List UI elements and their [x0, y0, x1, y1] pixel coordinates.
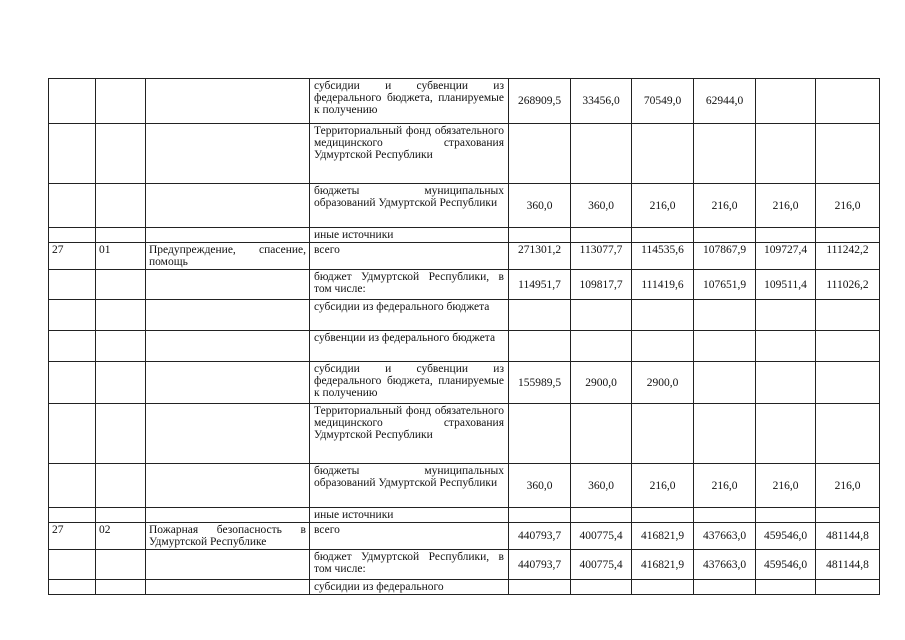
- subprogram-code-cell: [96, 79, 146, 124]
- funding-source-cell: субвенции из федерального бюджета: [310, 331, 509, 362]
- value-cell: [571, 404, 632, 464]
- value-cell: [816, 124, 880, 184]
- value-cell: 437663,0: [694, 523, 756, 550]
- value-cell: 113077,7: [571, 243, 632, 270]
- value-cell: [694, 362, 756, 404]
- subprogram-name-cell: [146, 508, 310, 523]
- value-cell: [632, 124, 694, 184]
- value-cell: [571, 331, 632, 362]
- value-cell: 360,0: [509, 464, 571, 508]
- value-cell: 440793,7: [509, 523, 571, 550]
- value-cell: 111419,6: [632, 270, 694, 300]
- table-body: [49, 79, 880, 595]
- value-cell: 70549,0: [632, 79, 694, 124]
- funding-source-cell: всего: [310, 523, 509, 550]
- value-cell: [756, 580, 816, 595]
- value-cell: [571, 580, 632, 595]
- program-code-cell: [49, 508, 96, 523]
- table-row: [49, 331, 880, 362]
- program-code-cell: [49, 580, 96, 595]
- value-cell: 416821,9: [632, 550, 694, 580]
- funding-source-cell: бюджеты муниципальных образований Удмуртской Республики: [310, 184, 509, 228]
- subprogram-code-cell: [96, 331, 146, 362]
- value-cell: [756, 124, 816, 184]
- value-cell: [694, 300, 756, 331]
- value-cell: [571, 124, 632, 184]
- subprogram-name-cell: [146, 79, 310, 124]
- value-cell: 360,0: [571, 464, 632, 508]
- value-cell: 114951,7: [509, 270, 571, 300]
- subprogram-name-cell: [146, 184, 310, 228]
- value-cell: 109511,4: [756, 270, 816, 300]
- value-cell: 216,0: [756, 184, 816, 228]
- value-cell: 109817,7: [571, 270, 632, 300]
- value-cell: 2900,0: [632, 362, 694, 404]
- program-code-cell: [49, 184, 96, 228]
- value-cell: [694, 228, 756, 243]
- value-cell: 416821,9: [632, 523, 694, 550]
- value-cell: 400775,4: [571, 550, 632, 580]
- subprogram-name-cell: [146, 362, 310, 404]
- value-cell: 216,0: [694, 184, 756, 228]
- program-code-cell: [49, 124, 96, 184]
- value-cell: [632, 508, 694, 523]
- table-row: [49, 508, 880, 523]
- value-cell: 360,0: [571, 184, 632, 228]
- financing-table: [48, 78, 880, 595]
- value-cell: [694, 580, 756, 595]
- value-cell: [632, 228, 694, 243]
- value-cell: 216,0: [632, 184, 694, 228]
- subprogram-code-cell: [96, 580, 146, 595]
- value-cell: 400775,4: [571, 523, 632, 550]
- funding-source-cell: субсидии из федерального бюджета: [310, 300, 509, 331]
- value-cell: [509, 508, 571, 523]
- subprogram-code-cell: [96, 270, 146, 300]
- value-cell: [756, 331, 816, 362]
- value-cell: [816, 508, 880, 523]
- value-cell: 216,0: [694, 464, 756, 508]
- value-cell: 481144,8: [816, 523, 880, 550]
- funding-source-cell: бюджеты муниципальных образований Удмуртской Республики: [310, 464, 509, 508]
- subprogram-name-cell: [146, 124, 310, 184]
- subprogram-name-cell: [146, 331, 310, 362]
- value-cell: 107867,9: [694, 243, 756, 270]
- subprogram-code-cell: [96, 300, 146, 331]
- value-cell: [816, 300, 880, 331]
- subprogram-name-cell: [146, 550, 310, 580]
- subprogram-code-cell: [96, 362, 146, 404]
- value-cell: 216,0: [816, 184, 880, 228]
- funding-source-cell: субсидии и субвенции из федерального бюджета, планируемые к получению: [310, 79, 509, 124]
- value-cell: 62944,0: [694, 79, 756, 124]
- value-cell: 111242,2: [816, 243, 880, 270]
- value-cell: 459546,0: [756, 550, 816, 580]
- value-cell: [509, 580, 571, 595]
- program-code-cell: 27: [49, 523, 96, 550]
- value-cell: [509, 228, 571, 243]
- subprogram-name-cell: [146, 580, 310, 595]
- value-cell: 360,0: [509, 184, 571, 228]
- value-cell: 481144,8: [816, 550, 880, 580]
- value-cell: [756, 300, 816, 331]
- funding-source-cell: иные источники: [310, 228, 509, 243]
- funding-source-cell: бюджет Удмуртской Республики, в том числе:: [310, 270, 509, 300]
- subprogram-code-cell: [96, 464, 146, 508]
- value-cell: [816, 228, 880, 243]
- value-cell: 216,0: [632, 464, 694, 508]
- table-row: [49, 523, 880, 550]
- funding-source-cell: субсидии и субвенции из федерального бюджета, планируемые к получению: [310, 362, 509, 404]
- program-code-cell: [49, 362, 96, 404]
- funding-source-cell: Территориальный фонд обязательного медицинского страхования Удмуртской Республики: [310, 404, 509, 464]
- funding-source-cell: субсидии из федерального: [310, 580, 509, 595]
- table-row: [49, 184, 880, 228]
- table-row: [49, 550, 880, 580]
- subprogram-name-cell: Пожарная безопасность в Удмуртской Республике: [146, 523, 310, 550]
- value-cell: [756, 404, 816, 464]
- value-cell: 459546,0: [756, 523, 816, 550]
- table-row: [49, 464, 880, 508]
- subprogram-code-cell: [96, 124, 146, 184]
- table-row: [49, 243, 880, 270]
- value-cell: 111026,2: [816, 270, 880, 300]
- value-cell: [509, 404, 571, 464]
- value-cell: 440793,7: [509, 550, 571, 580]
- value-cell: [632, 331, 694, 362]
- value-cell: 216,0: [756, 464, 816, 508]
- subprogram-code-cell: 02: [96, 523, 146, 550]
- funding-source-cell: всего: [310, 243, 509, 270]
- value-cell: [571, 300, 632, 331]
- program-code-cell: [49, 550, 96, 580]
- value-cell: 271301,2: [509, 243, 571, 270]
- subprogram-name-cell: [146, 300, 310, 331]
- value-cell: [816, 580, 880, 595]
- value-cell: [571, 228, 632, 243]
- value-cell: [756, 508, 816, 523]
- value-cell: 216,0: [816, 464, 880, 508]
- table-row: [49, 124, 880, 184]
- value-cell: [571, 508, 632, 523]
- program-code-cell: 27: [49, 243, 96, 270]
- value-cell: 107651,9: [694, 270, 756, 300]
- table-row: [49, 228, 880, 243]
- subprogram-code-cell: [96, 228, 146, 243]
- table-row: [49, 362, 880, 404]
- program-code-cell: [49, 79, 96, 124]
- value-cell: [694, 404, 756, 464]
- value-cell: 268909,5: [509, 79, 571, 124]
- table-row: [49, 79, 880, 124]
- value-cell: [509, 300, 571, 331]
- subprogram-name-cell: [146, 464, 310, 508]
- table-row: [49, 300, 880, 331]
- value-cell: 114535,6: [632, 243, 694, 270]
- value-cell: [816, 404, 880, 464]
- value-cell: [694, 124, 756, 184]
- table-row: [49, 580, 880, 595]
- subprogram-code-cell: [96, 508, 146, 523]
- value-cell: [632, 404, 694, 464]
- value-cell: 2900,0: [571, 362, 632, 404]
- funding-source-cell: бюджет Удмуртской Республики, в том числе:: [310, 550, 509, 580]
- value-cell: [509, 124, 571, 184]
- value-cell: [816, 331, 880, 362]
- value-cell: 437663,0: [694, 550, 756, 580]
- value-cell: [756, 362, 816, 404]
- program-code-cell: [49, 404, 96, 464]
- funding-source-cell: Территориальный фонд обязательного медицинского страхования Удмуртской Республики: [310, 124, 509, 184]
- value-cell: 33456,0: [571, 79, 632, 124]
- value-cell: 155989,5: [509, 362, 571, 404]
- value-cell: [509, 331, 571, 362]
- program-code-cell: [49, 300, 96, 331]
- subprogram-code-cell: [96, 404, 146, 464]
- funding-source-cell: иные источники: [310, 508, 509, 523]
- value-cell: [756, 228, 816, 243]
- program-code-cell: [49, 270, 96, 300]
- subprogram-name-cell: [146, 404, 310, 464]
- program-code-cell: [49, 331, 96, 362]
- value-cell: [632, 300, 694, 331]
- subprogram-code-cell: [96, 184, 146, 228]
- subprogram-name-cell: [146, 270, 310, 300]
- subprogram-name-cell: Предупреждение, спасение, помощь: [146, 243, 310, 270]
- program-code-cell: [49, 228, 96, 243]
- value-cell: [632, 580, 694, 595]
- program-code-cell: [49, 464, 96, 508]
- value-cell: [694, 508, 756, 523]
- value-cell: [816, 362, 880, 404]
- value-cell: 109727,4: [756, 243, 816, 270]
- table-row: [49, 270, 880, 300]
- value-cell: [756, 79, 816, 124]
- subprogram-name-cell: [146, 228, 310, 243]
- value-cell: [816, 79, 880, 124]
- subprogram-code-cell: [96, 550, 146, 580]
- value-cell: [694, 331, 756, 362]
- table-row: [49, 404, 880, 464]
- subprogram-code-cell: 01: [96, 243, 146, 270]
